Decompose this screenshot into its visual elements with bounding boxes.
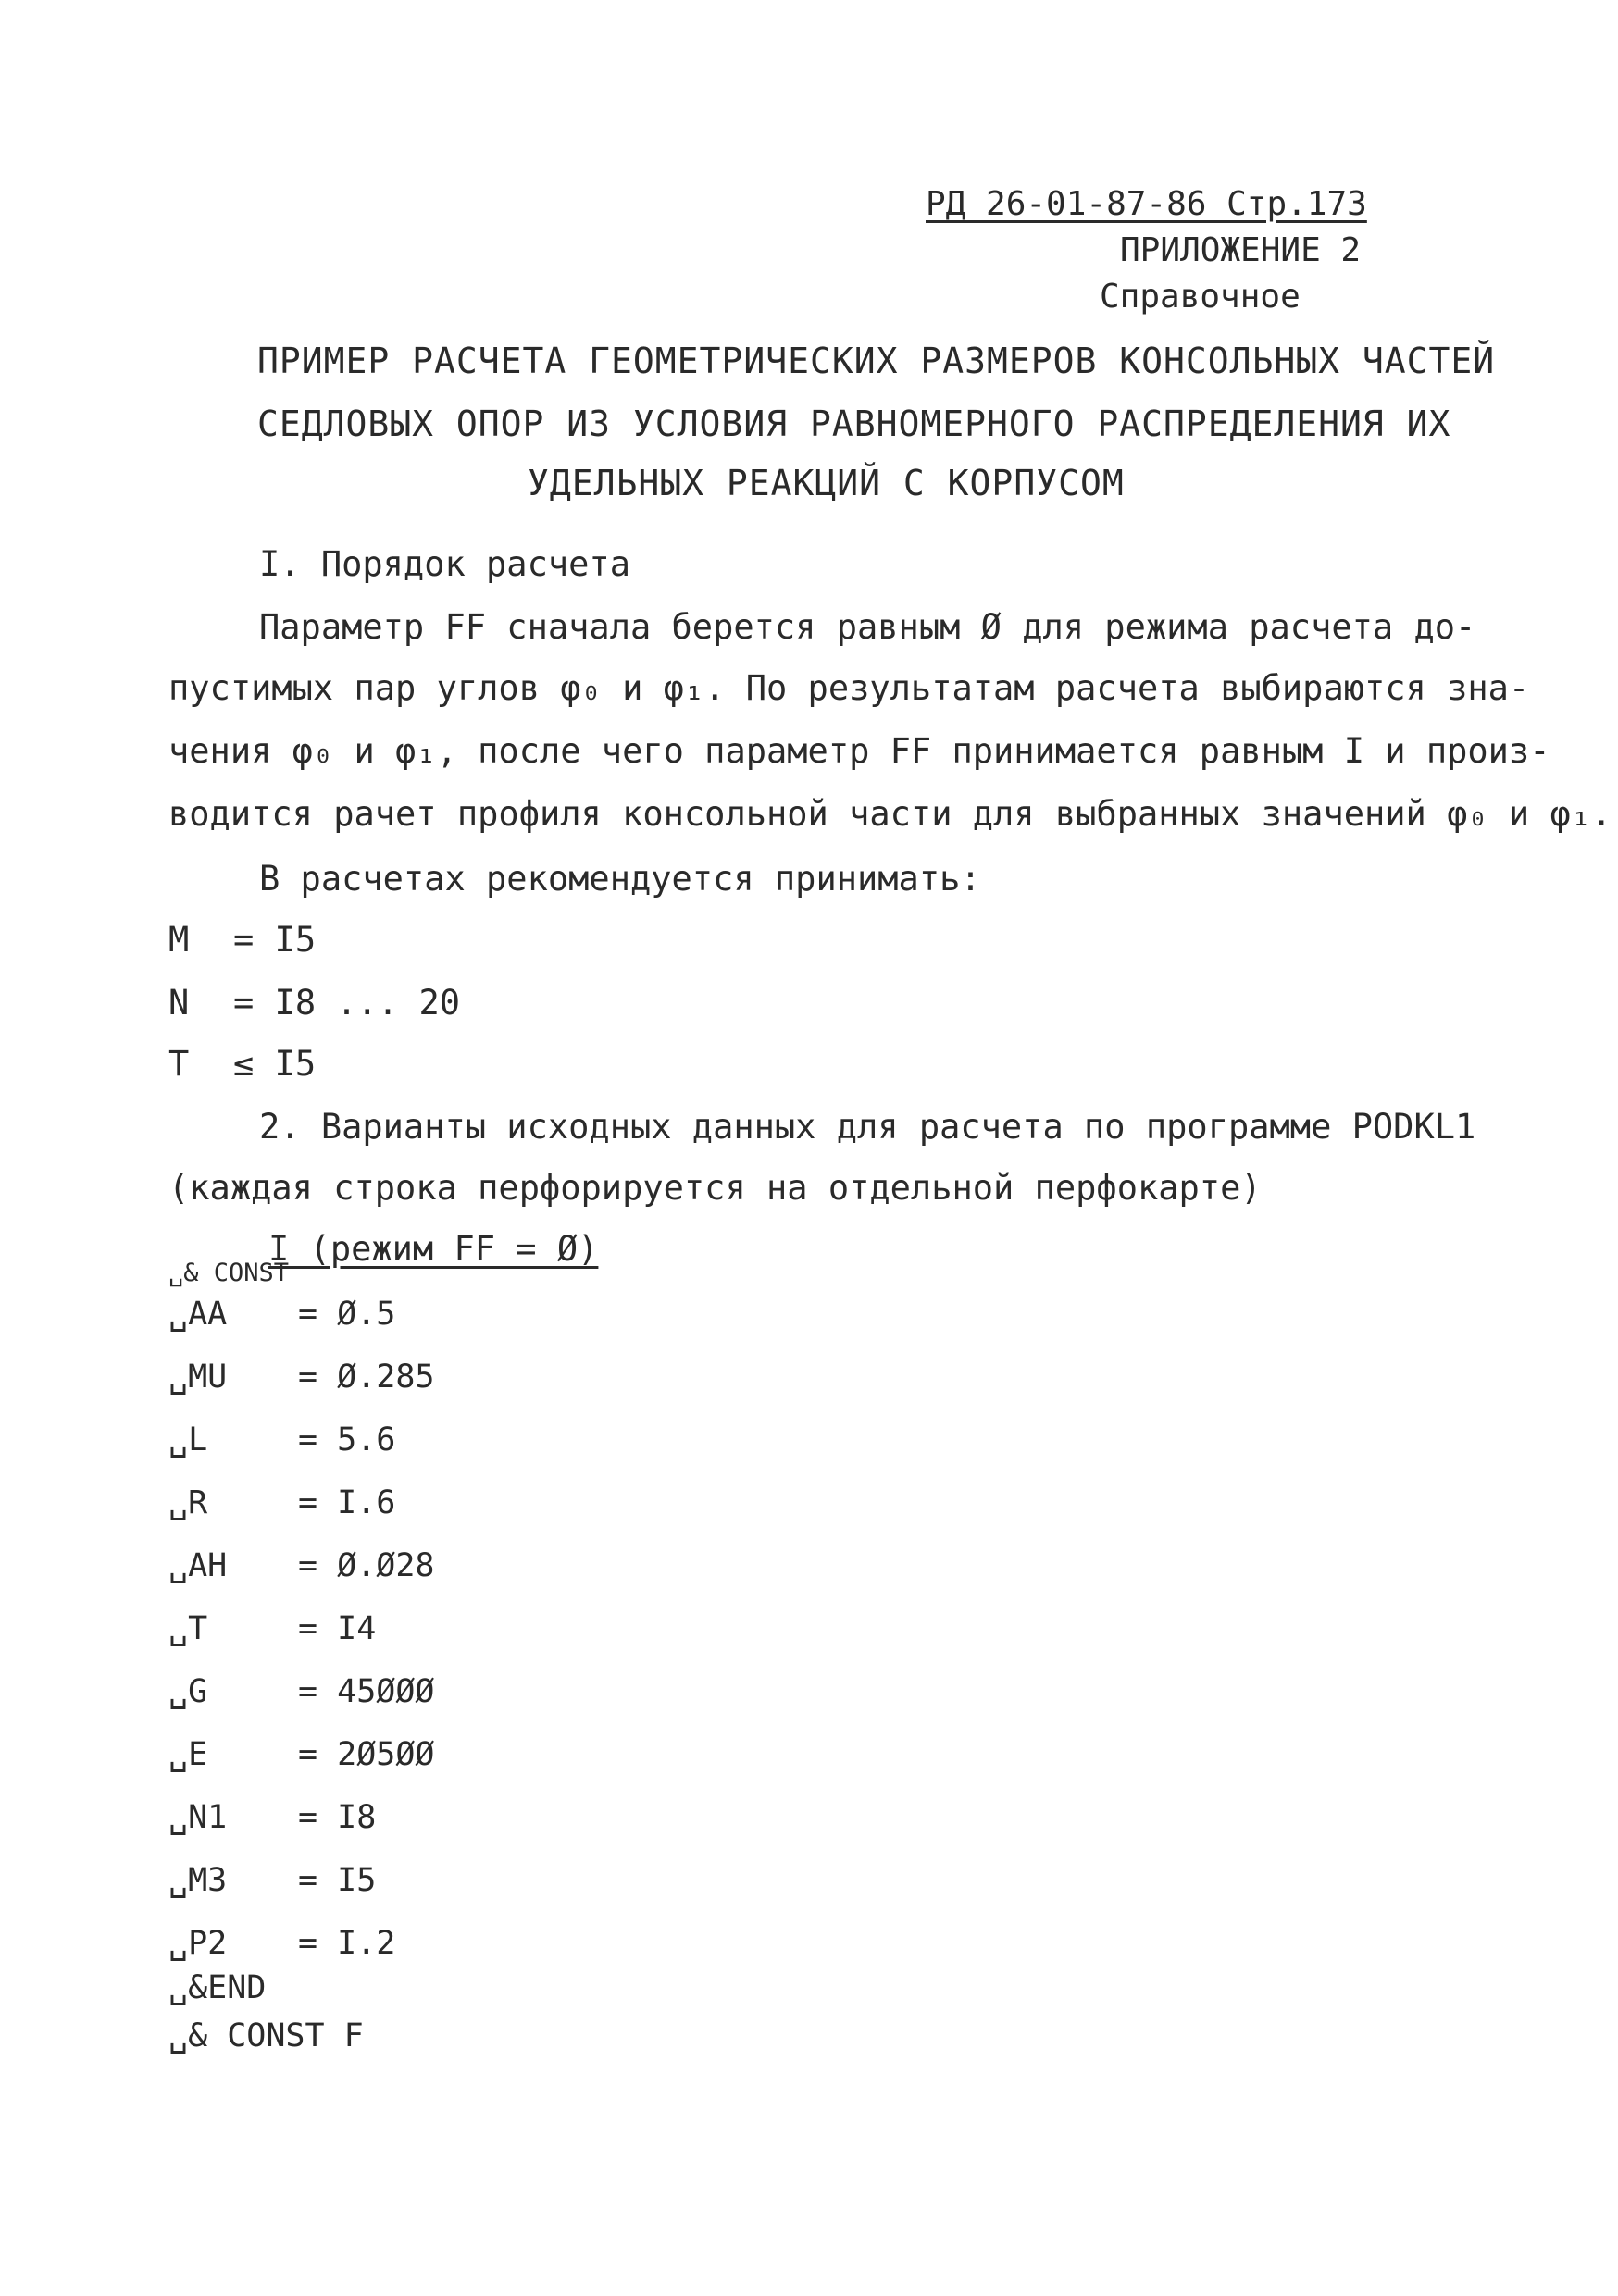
parameter-value: = I.6: [298, 1484, 396, 1521]
mode-label: I (режим FF = Ø): [268, 1229, 599, 1269]
title-line-3: УДЕЛЬНЫХ РЕАКЦИЙ С КОРПУСОМ: [528, 463, 1125, 503]
const-f: ␣& CONST F: [168, 2017, 364, 2054]
parameter-row: [168, 1359, 435, 1396]
parameter-name: ␣AH: [168, 1547, 228, 1584]
parameter-value: = Ø.285: [298, 1359, 435, 1396]
recommend-value: = I5: [233, 920, 317, 960]
title-line-1: ПРИМЕР РАСЧЕТА ГЕОМЕТРИЧЕСКИХ РАЗМЕРОВ КОНСОЛЬНЫХ ЧАСТЕЙ: [257, 341, 1496, 381]
parameter-name: ␣T: [168, 1610, 208, 1647]
paragraph-line-4: водится рачет профиля консольной части для выбранных значений φ₀ и φ₁.: [168, 794, 1612, 834]
parameter-row: [168, 1925, 395, 1962]
parameter-name: ␣M3: [168, 1862, 228, 1899]
parameter-value: = 45ØØØ: [298, 1673, 435, 1710]
parameter-row: [168, 1547, 435, 1584]
parameter-value: = I8: [298, 1799, 377, 1836]
namelist-end: ␣&END: [168, 1969, 267, 2006]
parameter-row: [168, 1484, 395, 1521]
parameter-row: [168, 1799, 376, 1836]
paragraph-line-1: Параметр FF сначала берется равным Ø для режима расчета до-: [259, 607, 1476, 647]
appendix-label: ПРИЛОЖЕНИЕ 2: [1120, 231, 1362, 269]
parameter-value: = I.2: [298, 1925, 396, 1962]
paragraph-line-3: чения φ₀ и φ₁, после чего параметр FF принимается равным I и произ-: [168, 731, 1550, 771]
const-start: ␣& CONST: [168, 1259, 290, 1287]
parameter-name: ␣G: [168, 1673, 208, 1710]
section-1-heading: I. Порядок расчета: [259, 544, 630, 584]
section-2-heading: 2. Варианты исходных данных для расчета по программе PODKL1: [259, 1107, 1476, 1147]
parameter-name: ␣AA: [168, 1296, 228, 1333]
recommend-symbol: N: [168, 983, 190, 1023]
parameter-name: ␣P2: [168, 1925, 228, 1962]
parameter-row: [168, 1421, 395, 1458]
recommend-intro: В расчетах рекомендуется принимать:: [259, 859, 981, 899]
recommend-symbol: M: [168, 920, 190, 960]
parameter-name: ␣R: [168, 1484, 208, 1521]
doc-reference: РД 26-01-87-86 Стр.173: [926, 185, 1367, 223]
paragraph-line-2: пустимых пар углов φ₀ и φ₁. По результатам расчета выбираются зна-: [168, 668, 1530, 708]
parameter-value: = I4: [298, 1610, 377, 1647]
parameter-value: = I5: [298, 1862, 377, 1899]
parameter-name: ␣N1: [168, 1799, 228, 1836]
parameter-row: [168, 1610, 376, 1647]
parameter-row: [168, 1296, 395, 1333]
recommend-item-m: [168, 920, 316, 960]
parameter-value: = 2Ø5ØØ: [298, 1736, 435, 1773]
parameter-row: [168, 1673, 435, 1710]
parameter-name: ␣MU: [168, 1359, 228, 1396]
parameter-value: = Ø.5: [298, 1296, 396, 1333]
parameter-name: ␣E: [168, 1736, 208, 1773]
parameter-value: = 5.6: [298, 1421, 396, 1458]
parameter-value: = Ø.Ø28: [298, 1547, 435, 1584]
recommend-symbol: T: [168, 1044, 190, 1084]
recommend-value: = I8 ... 20: [233, 983, 461, 1023]
recommend-item-n: [168, 983, 460, 1023]
section-2-subheading: (каждая строка перфорируется на отдельной перфокарте): [168, 1168, 1262, 1208]
recommend-item-t: [168, 1044, 316, 1084]
parameter-row: [168, 1862, 376, 1899]
parameter-name: ␣L: [168, 1421, 208, 1458]
recommend-value: ≤ I5: [233, 1044, 317, 1084]
appendix-kind: Справочное: [1100, 278, 1301, 316]
parameter-row: [168, 1736, 435, 1773]
title-line-2: СЕДЛОВЫХ ОПОР ИЗ УСЛОВИЯ РАВНОМЕРНОГО РАСПРЕДЕЛЕНИЯ ИХ: [257, 403, 1451, 444]
